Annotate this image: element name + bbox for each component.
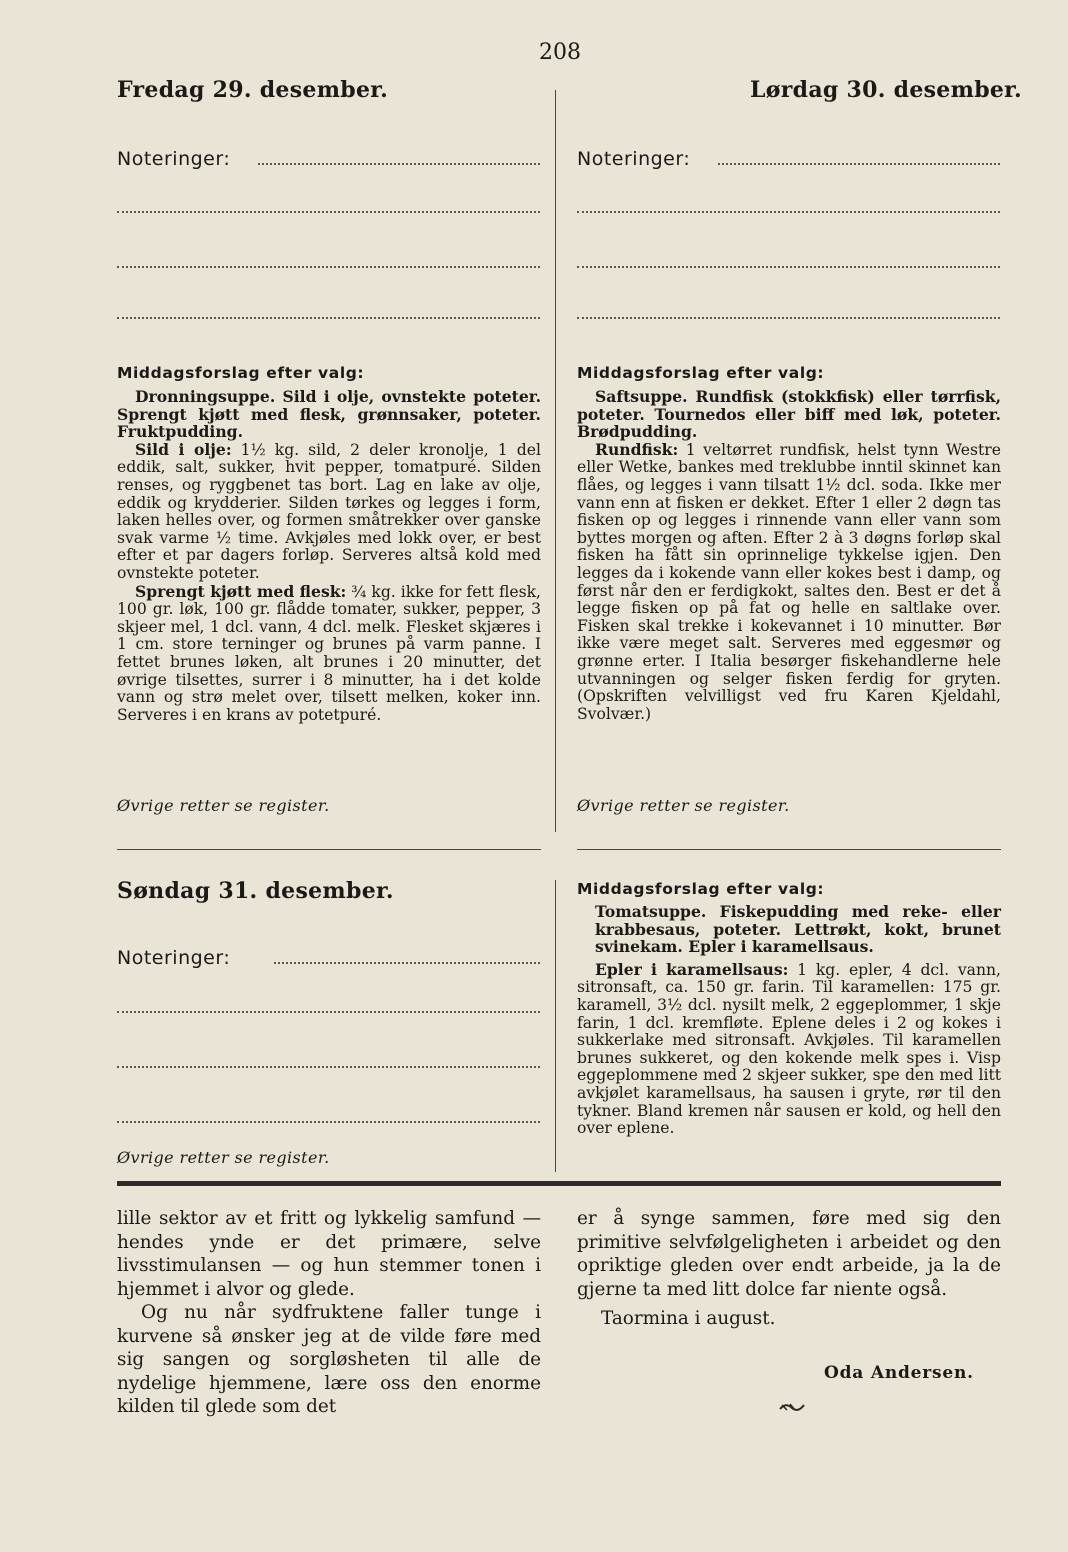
sunday-notes-line-2: [117, 1011, 540, 1013]
separator-left: [117, 849, 541, 850]
friday-recipes: [117, 388, 541, 724]
ornament-icon: [778, 1400, 806, 1418]
friday-notes-line-4: [117, 317, 540, 319]
saturday-dinner-heading: Middagsforslag efter valg:: [577, 364, 825, 382]
essay-right-column: [577, 1207, 1001, 1331]
sunday-notes-line-1: [274, 962, 540, 964]
saturday-notes-label: Noteringer:: [577, 148, 691, 170]
friday-notes-line-1: [258, 163, 540, 165]
section-rule: [117, 1181, 1001, 1186]
column-divider-bottom: [555, 880, 556, 1172]
saturday-notes-line-1: [718, 163, 1000, 165]
sunday-recipes: [577, 903, 1001, 1138]
essay-right-paragraph-1: er å synge sammen, føre med sig den primitive selvfølgeligheten i arbeidet og den opriktige gleden over endt arbeide, ja la de gjerne ta med litt dolce far niente også.: [577, 1208, 1001, 1300]
sunday-notes-label: Noteringer:: [117, 947, 231, 969]
essay-place-date: Taormina i august.: [601, 1308, 776, 1329]
friday-recipe2-title: Sprengt kjøtt med flesk:: [135, 581, 347, 601]
sunday-menu: Tomatsuppe. Fiskepudding med reke- eller krabbesaus, poteter. Lettrøkt, kokt, brunet svinekam. Epler i karamellsaus.: [595, 902, 1001, 957]
friday-recipe1-text: 1½ kg. sild, 2 deler kronolje, 1 del eddik, salt, sukker, hvit pepper, tomatpuré. Silden renses, og ryggbenet tas bort. Lag en lake av olje, eddik og krydderier. Silden tørkes og legges i form, laken helles over, og formen småtrekker over ganske svak varme ½ time. Avkjøles med lokk over, er best efter et par dagers forløp. Serveres altså kold med ovnstekte poteter.: [117, 440, 541, 582]
friday-notes-line-2: [117, 211, 540, 213]
friday-dinner-heading: Middagsforslag efter valg:: [117, 364, 365, 382]
sunday-recipe1-title: Epler i karamellsaus:: [595, 959, 789, 979]
saturday-recipe1-text: 1 veltørret rundfisk, helst tynn Westre eller Wetke, bankes med treklubbe inntil skinnet kan flåes, og legges i vann tilsatt 1½ dcl. soda. Ikke mer vann enn at fisken er dekket. Efter 1 eller 2 døgn tas fisken op og legges i rinnende vann eller vann som byttes morgen og aften. Efter 2 à 3 døgns forløp skal fisken ha fått sin oprinnelige tykkelse igjen. Den legges da i kokende vann eller kokes best i damp, og først når den er ferdigkokt, saltes den. Best er det å legge fisken op på fat og helle en saltlake over. Fisken skal trekke i kokevannet i 10 minutter. Bør ikke være meget salt. Serveres med eggesmør og grønne erter. I Italia besørger fiskehandlerne hele utvanningen og selger fisken ferdig for gryten. (Opskriften velvilligst ved fru Karen Kjeldahl, Svolvær.): [577, 440, 1001, 723]
sunday-notes-line-4: [117, 1121, 540, 1123]
essay-left-paragraph-1: lille sektor av et fritt og lykkelig samfund — hendes ynde er det primære, selve livsstimulansen — og hun stemmer tonen i hjemmet i alvor og glede.: [117, 1208, 541, 1300]
saturday-title: Lørdag 30. desember.: [750, 77, 1022, 103]
sunday-recipe1-text: 1 kg. epler, 4 dcl. vann, sitronsaft, ca. 150 gr. farin. Til karamellen: 175 gr. karamell, 3½ dcl. nysilt melk, 2 eggeplommer, 1 skje farin, 1 dcl. kremfløte. Eplene deles i 2 og kokes i sukkerlake med sitronsaft. Avkjøles. Til karamellen brunes sukkeret, og den kokende melk spes i. Visp eggeplommene med 2 skjeer sukker, spe den med litt avkjølet karamellsaus, ha sausen i gryte, rør til den tykner. Bland kremen når sausen er kold, og hell den over eplene.: [577, 960, 1001, 1138]
saturday-menu: Saftsuppe. Rundfisk (stokkfisk) eller tørrfisk, poteter. Tournedos eller biff med løk, poteter. Brødpudding.: [577, 387, 1001, 442]
saturday-recipes: [577, 388, 1001, 723]
friday-recipe2-text: ¾ kg. ikke for fett flesk, 100 gr. løk, 100 gr. flådde tomater, sukker, pepper, 3 skjeer mel, 1 dcl. vann, 4 dcl. melk. Flesket skjæres i 1 cm. store terninger og brunes på varm panne. I fettet brunes løken, alt brunes i 20 minutter, det øvrige tilsettes, surrer i 8 minutter, ha i det kolde vann og strø melet over, tilsett melken, koker inn. Serveres i en krans av potetpuré.: [117, 582, 541, 724]
page-number: 208: [539, 40, 581, 65]
friday-notes-line-3: [117, 266, 540, 268]
friday-register-note: Øvrige retter se register.: [117, 796, 330, 815]
friday-menu: Dronningsuppe. Sild i olje, ovnstekte poteter. Sprengt kjøtt med flesk, grønnsaker, poteter. Fruktpudding.: [117, 387, 541, 442]
saturday-register-note: Øvrige retter se register.: [577, 796, 790, 815]
saturday-notes-line-4: [577, 317, 1000, 319]
essay-signature: Oda Andersen.: [824, 1363, 974, 1383]
column-divider-top: [555, 90, 556, 832]
saturday-notes-line-2: [577, 211, 1000, 213]
sunday-register-note: Øvrige retter se register.: [117, 1148, 330, 1167]
friday-title: Fredag 29. desember.: [117, 77, 389, 103]
sunday-dinner-heading: Middagsforslag efter valg:: [577, 880, 825, 898]
separator-right: [577, 849, 1001, 850]
friday-notes-label: Noteringer:: [117, 148, 231, 170]
sunday-title: Søndag 31. desember.: [117, 878, 394, 904]
sunday-notes-line-3: [117, 1066, 540, 1068]
essay-left-paragraph-2: Og nu når sydfruktene faller tunge i kurvene så ønsker jeg at de vilde føre med sig sangen og sorgløsheten til alle de nydelige hjemmene, lære oss den enorme kilden til glede som det: [117, 1302, 541, 1417]
friday-recipe1-title: Sild i olje:: [135, 439, 232, 459]
saturday-recipe1-title: Rundfisk:: [595, 439, 679, 459]
essay-left-column: [117, 1207, 541, 1419]
saturday-notes-line-3: [577, 266, 1000, 268]
